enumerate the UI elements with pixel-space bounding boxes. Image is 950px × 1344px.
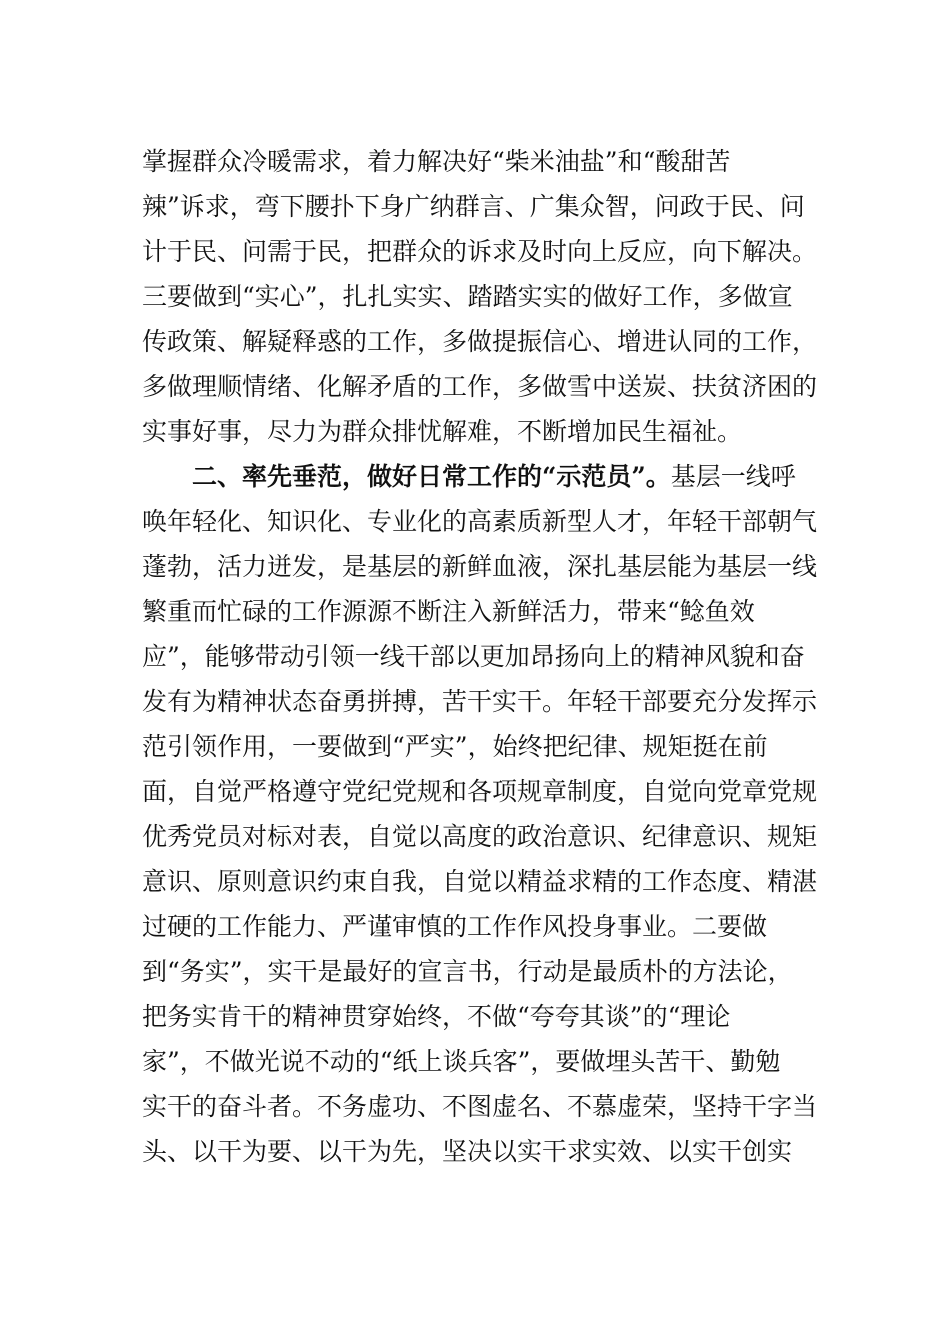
text-line-4: 三要做到“实心”，扎扎实实、踏踏实实的做好工作，多做宣 [142,282,793,311]
text-line-20: 把务实肯干的精神贯穿始终，不做“夸夸其谈”的“理论 [142,1002,731,1031]
text-line-2: 辣”诉求，弯下腰扑下身广纳群言、广集众智，问政于民、问 [142,192,805,221]
text-line-15: 面，自觉严格遵守党纪党规和各项规章制度，自觉向党章党规 [142,777,818,806]
text-line-22: 实干的奋斗者。不务虚功、不图虚名、不慕虚荣，坚持干字当 [142,1092,818,1121]
text-line-11: 繁重而忙碌的工作源源不断注入新鲜活力，带来“鲶鱼效 [142,597,755,626]
text-line-6: 多做理顺情绪、化解矛盾的工作，多做雪中送炭、扶贫济困的 [142,372,818,401]
text-line-7: 实事好事，尽力为群众排忧解难，不断增加民生福祉。 [142,417,743,446]
section-heading: 二、率先垂范，做好日常工作的“示范员”。 [192,462,671,491]
text-line-17: 意识、原则意识约束自我，自觉以精益求精的工作态度、精湛 [142,867,818,896]
text-line-23: 头、以干为要、以干为先，坚决以实干求实效、以实干创实 [142,1137,793,1166]
section-heading-continuation: 基层一线呼 [670,462,796,491]
text-line-14: 范引领作用，一要做到“严实”，始终把纪律、规矩挺在前 [142,732,768,761]
text-line-1: 掌握群众冷暖需求，着力解决好“柴米油盐”和“酸甜苦 [142,147,731,176]
section-heading-line [192,455,796,499]
text-line-3: 计于民、问需于民，把群众的诉求及时向上反应，向下解决。 [142,237,818,266]
text-line-12: 应”，能够带动引领一线干部以更加昂扬向上的精神风貌和奋 [142,642,805,671]
text-line-5: 传政策、解疑释惑的工作，多做提振信心、增进认同的工作， [142,327,818,356]
text-line-19: 到“务实”，实干是最好的宣言书，行动是最质朴的方法论， [142,957,793,986]
text-line-13: 发有为精神状态奋勇拼搏，苦干实干。年轻干部要充分发挥示 [142,687,818,716]
text-line-9: 唤年轻化、知识化、专业化的高素质新型人才，年轻干部朝气 [142,507,818,536]
text-line-16: 优秀党员对标对表，自觉以高度的政治意识、纪律意识、规矩 [142,822,818,851]
text-line-10: 蓬勃，活力迸发，是基层的新鲜血液，深扎基层能为基层一线 [142,552,818,581]
text-line-21: 家”，不做光说不动的“纸上谈兵客”，要做埋头苦干、勤勉 [142,1047,781,1076]
text-line-18: 过硬的工作能力、严谨审慎的工作作风投身事业。二要做 [142,912,768,941]
